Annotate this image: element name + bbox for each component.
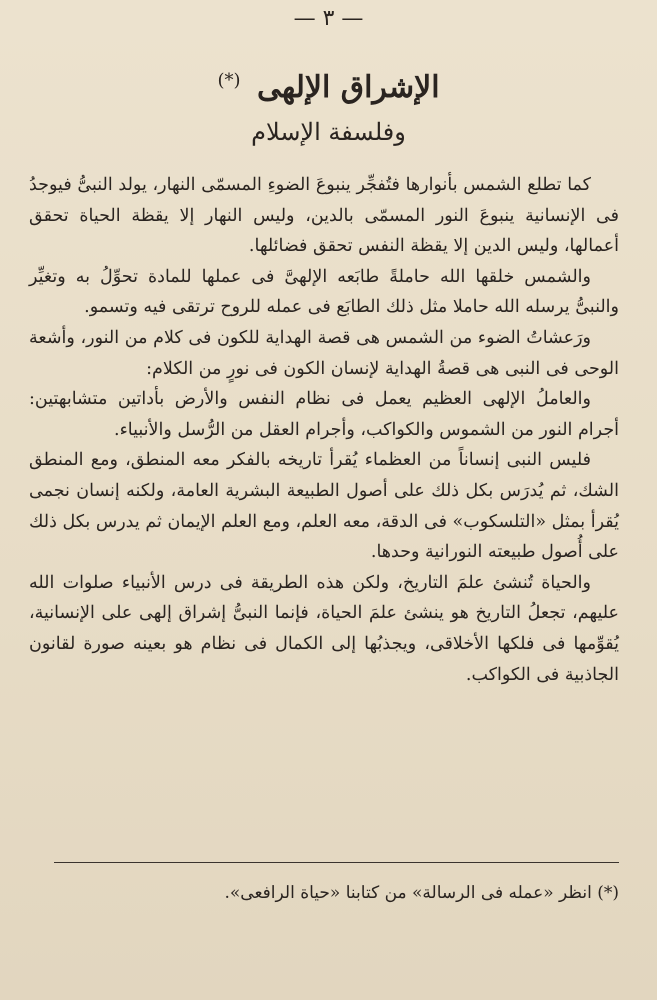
paragraph: ورَعشاتُ الضوء من الشمس هى قصة الهداية للكون فى كلام من النور، وأشعة الوحى فى النبى هى قصةُ الهداية لإنسان الكون فى نورٍ من الكلام: [29, 327, 619, 379]
page-number: — ٣ — [293, 6, 364, 31]
footnote-divider [54, 862, 619, 863]
chapter-title-text: الإشراق الإلهى [256, 70, 440, 105]
footnote-marker: (*) [217, 70, 241, 91]
paragraph: فليس النبى إنساناً من العظماء يُقرأ تاريخه بالفكر معه المنطق، ومع المنطق الشك، ثم يُدرَس بكل ذلك على أصول الطبيعة البشرية العامة، ولكنه إنسان نجمى يُقرأ بمثل «التلسكوب» فى الدقة، معه العلم، ومع العلم الإيمان ثم يدرس بكل ذلك على أُصول طبيعته النورانية وحدها. [29, 450, 619, 563]
paragraph: كما تطلع الشمس بأنوارها فتُفجِّر ينبوعَ الضوءِ المسمّى النهار، يولد النبىُّ فيوجدُ فى الإنسانية ينبوعَ النور المسمّى بالدين، وليس النهار إلا يقظة الحياة تحقق أعمالها، وليس الدين إلا يقظة النفس تحقق فضائلها. [29, 175, 619, 257]
chapter-title [0, 70, 657, 105]
paragraph: والشمس خلقها الله حاملةً طابَعه الإلهىَّ فى عملها للمادة تحوِّلُ به وتغيِّر والنبىُّ يرسله الله حاملا مثل ذلك الطابَع فى عمله للروح ترتقى فيه وتسمو. [29, 266, 619, 318]
footnote: (*) انظر «عمله فى الرسالة» من كتابنا «حياة الرافعى». [224, 883, 619, 903]
paragraph: والعاملُ الإلهى العظيم يعمل فى نظام النفس والأرض بأداتين متشابهتين: أجرام النور من الشموس والكواكب، وأجرام العقل من الرُّسل والأنبياء. [29, 389, 619, 440]
paragraph: والحياة تُنشئ علمَ التاريخ، ولكن هذه الطريقة فى درس الأنبياء صلوات الله عليهم، تجعلُ التاريخ هو ينشئ علمَ الحياة، فإنما النبىُّ إشراق إلهى على الإنسانية، يُقوِّمها فى فلكها الأخلاقى، ويجذبُها إلى الكمال فى نظام هو بعينه صورة لقانون الجاذبية فى الكواكب. [29, 572, 619, 685]
chapter-subtitle: وفلسفة الإسلام [251, 118, 406, 146]
body-text [29, 170, 619, 690]
